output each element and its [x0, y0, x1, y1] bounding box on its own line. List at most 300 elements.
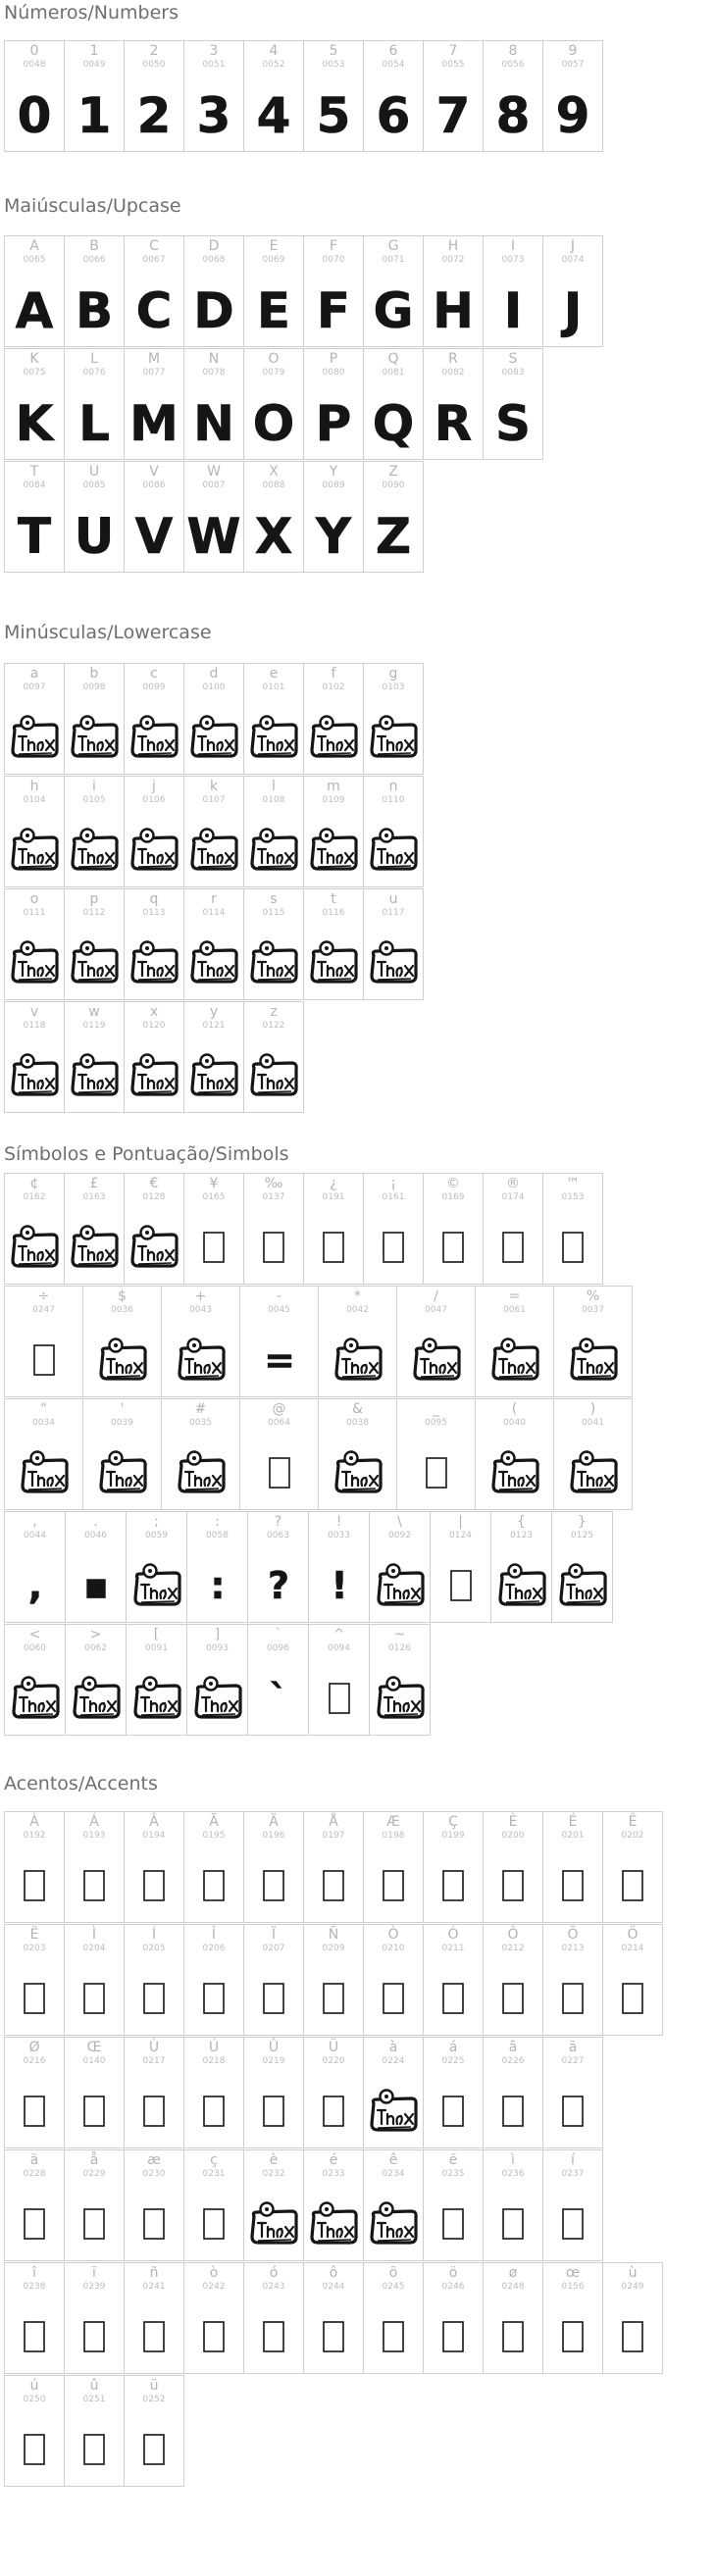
svg-text::: :: [209, 1564, 226, 1608]
glyph-cell: [4, 2037, 65, 2148]
glyph-character: ): [589, 1401, 596, 1417]
grunge-glyph: [309, 508, 358, 566]
glyph-code: 0192: [23, 1831, 46, 1841]
glyph-cell: [64, 1811, 125, 1923]
glyph-code: 0074: [561, 255, 585, 265]
glyph-character: Ä: [269, 1814, 279, 1830]
glyph-code: 0046: [84, 1531, 107, 1541]
glyph-character: m: [327, 779, 340, 794]
glyph-code: 0156: [561, 2282, 585, 2292]
glyph-character: [: [153, 1627, 160, 1642]
glyph-code: 0053: [322, 60, 345, 70]
thaex-logo-icon: [71, 1676, 122, 1721]
glyph-character: á: [448, 2040, 458, 2055]
glyph-cell: [239, 1286, 319, 1397]
glyph-cell: [303, 461, 364, 573]
glyph-code: 0218: [202, 2056, 226, 2066]
missing-glyph-box-icon: [32, 1343, 56, 1377]
missing-glyph-box-icon: [382, 1869, 405, 1902]
thaex-logo-icon: [496, 1563, 547, 1608]
glyph-code: 0036: [111, 1305, 133, 1315]
glyph-cell: [363, 776, 424, 887]
grunge-glyph: [429, 395, 478, 453]
glyph-cell: [64, 348, 125, 460]
glyph-code: 0238: [23, 2282, 46, 2292]
glyph-cell: [602, 1811, 663, 1923]
glyph-code: 0082: [441, 368, 465, 378]
glyph-character: 4: [269, 43, 279, 59]
glyph-cell: [126, 1511, 187, 1623]
glyph-cell: [243, 40, 304, 152]
glyph-code: 0213: [561, 1944, 585, 1953]
svg-text:D: D: [193, 282, 234, 340]
glyph-code: 0065: [23, 255, 46, 265]
section-heading: Minúsculas/Lowercase: [4, 622, 212, 643]
svg-text:1: 1: [77, 87, 112, 145]
glyph-character: x: [149, 1004, 159, 1020]
glyph-character: W: [207, 464, 221, 480]
glyph-character: Â: [149, 1814, 159, 1830]
missing-glyph-box-icon: [262, 2320, 285, 2353]
missing-glyph-box-icon: [202, 1982, 226, 2015]
glyph-character: ]: [214, 1627, 221, 1642]
thaex-logo-icon: [188, 828, 239, 873]
glyph-cell: [303, 1924, 364, 2036]
glyph-character: ù: [628, 2265, 638, 2281]
missing-glyph-box-icon: [501, 1231, 525, 1264]
glyph-cell: [423, 348, 484, 460]
glyph-code: 0063: [267, 1531, 289, 1541]
glyph-cell: [243, 1001, 304, 1113]
glyph-character: 9: [568, 43, 578, 59]
glyph-code: 0128: [142, 1192, 166, 1202]
glyph-character: p: [89, 891, 99, 907]
glyph-character: ,: [32, 1514, 37, 1530]
glyph-code: 0085: [82, 480, 106, 490]
glyph-character: ¥: [209, 1176, 219, 1191]
glyph-code: 0096: [267, 1643, 289, 1653]
glyph-cell: [396, 1286, 476, 1397]
punctuation-glyph: [322, 1561, 357, 1610]
glyph-character: E: [269, 238, 279, 254]
glyph-cell: [303, 776, 364, 887]
glyph-character: Ï: [271, 1927, 277, 1943]
glyph-code: 0219: [262, 2056, 285, 2066]
glyph-code: 0202: [621, 1831, 644, 1841]
grunge-glyph: [10, 87, 59, 145]
thaex-logo-icon: [368, 828, 419, 873]
punctuation-glyph: [261, 1674, 296, 1723]
glyph-character: È: [508, 1814, 518, 1830]
missing-glyph-box-icon: [202, 2320, 226, 2353]
svg-text:G: G: [373, 282, 414, 340]
glyph-cell: [186, 1511, 248, 1623]
glyph-code: 0200: [501, 1831, 525, 1841]
missing-glyph-box-icon: [561, 1231, 585, 1264]
grunge-glyph: [429, 282, 478, 340]
missing-glyph-box-icon: [23, 2433, 46, 2466]
glyph-character: ®: [506, 1176, 520, 1191]
glyph-character: D: [208, 238, 220, 254]
svg-text:E: E: [256, 282, 291, 340]
glyph-character: Ø: [28, 2040, 40, 2055]
grunge-glyph: [488, 282, 537, 340]
glyph-code: 0107: [202, 795, 226, 805]
glyph-character: R: [448, 351, 458, 367]
glyph-code: 0246: [441, 2282, 465, 2292]
glyph-cell: [124, 2149, 184, 2261]
glyph-code: 0086: [142, 480, 166, 490]
grunge-glyph: [129, 395, 179, 453]
glyph-code: 0109: [322, 795, 345, 805]
glyph-character: Ò: [387, 1927, 399, 1943]
glyph-character: ¡: [390, 1176, 396, 1191]
missing-glyph-box-icon: [382, 1231, 405, 1264]
svg-text:!: !: [330, 1564, 348, 1608]
glyph-code: 0231: [202, 2169, 226, 2179]
grunge-glyph: [189, 395, 238, 453]
glyph-code: 0211: [441, 1944, 465, 1953]
glyph-character: õ: [388, 2265, 398, 2281]
missing-glyph-box-icon: [82, 2320, 106, 2353]
glyph-code: 0199: [441, 1831, 465, 1841]
svg-text:3: 3: [196, 87, 231, 145]
glyph-cell: [183, 888, 244, 1000]
thaex-logo-icon: [308, 828, 359, 873]
glyph-character: :: [215, 1514, 220, 1530]
glyph-cell: [363, 2149, 424, 2261]
missing-glyph-box-icon: [441, 2207, 465, 2241]
glyph-code: 0174: [501, 1192, 525, 1202]
glyph-code: 0058: [206, 1531, 229, 1541]
glyph-character: A: [29, 238, 39, 254]
glyph-code: 0117: [382, 908, 405, 918]
thaex-logo-icon: [568, 1338, 619, 1383]
glyph-character: €: [149, 1176, 159, 1191]
glyph-code: 0204: [82, 1944, 106, 1953]
glyph-cell: [64, 888, 125, 1000]
glyph-cell: [423, 40, 484, 152]
glyph-cell: [396, 1398, 476, 1510]
glyph-character: J: [570, 238, 576, 254]
svg-text:8: 8: [495, 87, 531, 145]
glyph-character: /: [434, 1288, 438, 1304]
grunge-glyph: [369, 87, 418, 145]
thaex-logo-icon: [188, 715, 239, 760]
glyph-cell: [82, 1398, 162, 1510]
glyph-character: -: [276, 1288, 282, 1304]
glyph-character: +: [194, 1288, 207, 1304]
glyph-character: h: [29, 779, 39, 794]
thaex-logo-icon: [9, 940, 60, 985]
glyph-character: ï: [92, 2265, 96, 2281]
glyph-character: N: [208, 351, 220, 367]
glyph-code: 0124: [449, 1531, 472, 1541]
thaex-logo-icon: [248, 715, 299, 760]
glyph-code: 0047: [425, 1305, 447, 1315]
glyph-code: 0198: [382, 1831, 405, 1841]
glyph-cell: [483, 1924, 543, 2036]
svg-text:9: 9: [555, 87, 590, 145]
glyph-cell: [4, 235, 65, 347]
grunge-glyph: [129, 282, 179, 340]
glyph-code: 0236: [501, 2169, 525, 2179]
glyph-character: Ó: [447, 1927, 459, 1943]
glyph-cell: [483, 1811, 543, 1923]
glyph-character: y: [209, 1004, 219, 1020]
glyph-code: 0057: [561, 60, 585, 70]
punctuation-glyph: [261, 1561, 296, 1610]
missing-glyph-box-icon: [262, 2095, 285, 2128]
thaex-logo-icon: [128, 940, 179, 985]
grunge-glyph: [548, 87, 597, 145]
glyph-character: F: [329, 238, 338, 254]
missing-glyph-box-icon: [382, 1982, 405, 2015]
glyph-cell: [423, 2262, 484, 2374]
glyph-cell: [4, 1286, 83, 1397]
glyph-cell: [65, 1511, 127, 1623]
section-heading: Maiúsculas/Upcase: [4, 195, 181, 217]
glyph-code: 0064: [268, 1418, 290, 1428]
grunge-glyph: [70, 395, 119, 453]
thaex-logo-icon: [97, 1450, 148, 1495]
glyph-cell: [183, 663, 244, 775]
glyph-code: 0052: [262, 60, 285, 70]
glyph-character: é: [329, 2152, 338, 2168]
missing-glyph-box-icon: [322, 2095, 345, 2128]
glyph-code: 0050: [142, 60, 166, 70]
glyph-cell: [308, 1511, 370, 1623]
punctuation-glyph: [262, 1336, 297, 1385]
glyph-character: \: [397, 1514, 402, 1530]
glyph-code: 0243: [262, 2282, 285, 2292]
svg-text:I: I: [503, 282, 523, 340]
glyph-code: 0210: [382, 1944, 405, 1953]
missing-glyph-box-icon: [262, 1869, 285, 1902]
glyph-code: 0095: [425, 1418, 447, 1428]
glyph-character: ú: [29, 2378, 39, 2394]
svg-text:2: 2: [136, 87, 172, 145]
thaex-logo-icon: [375, 1676, 426, 1721]
section-heading: Números/Numbers: [4, 2, 179, 24]
thaex-logo-icon: [69, 828, 120, 873]
glyph-cell: [183, 40, 244, 152]
glyph-character: Z: [388, 464, 398, 480]
glyph-character: |: [458, 1514, 463, 1530]
glyph-cell: [124, 2262, 184, 2374]
section-heading: Símbolos e Pontuação/Simbols: [4, 1143, 289, 1165]
thaex-logo-icon: [248, 828, 299, 873]
glyph-character: Ã: [209, 1814, 219, 1830]
glyph-code: 0084: [23, 480, 46, 490]
grunge-glyph: [429, 87, 478, 145]
glyph-cell: [243, 663, 304, 775]
glyph-character: Œ: [86, 2040, 102, 2055]
glyph-code: 0126: [388, 1643, 411, 1653]
glyph-character: =: [508, 1288, 521, 1304]
missing-glyph-box-icon: [202, 2095, 226, 2128]
glyph-character: t: [331, 891, 336, 907]
missing-glyph-box-icon: [501, 2095, 525, 2128]
glyph-code: 0071: [382, 255, 405, 265]
grunge-glyph: [129, 508, 179, 566]
glyph-character: Ñ: [328, 1927, 339, 1943]
glyph-character: @: [272, 1401, 286, 1417]
svg-text:K: K: [15, 395, 54, 453]
glyph-code: 0251: [82, 2395, 106, 2404]
glyph-cell: [303, 2262, 364, 2374]
punctuation-glyph: [18, 1561, 53, 1610]
glyph-character: ?: [274, 1514, 282, 1530]
glyph-code: 0056: [501, 60, 525, 70]
glyph-cell: [318, 1398, 397, 1510]
missing-glyph-box-icon: [82, 2095, 106, 2128]
glyph-character: è: [269, 2152, 279, 2168]
glyph-character: q: [149, 891, 159, 907]
glyph-character: }: [578, 1514, 587, 1530]
grunge-glyph: [10, 508, 59, 566]
glyph-code: 0101: [262, 682, 285, 692]
glyph-character: d: [209, 666, 219, 682]
svg-text:C: C: [135, 282, 173, 340]
glyph-cell: [303, 2149, 364, 2261]
glyph-code: 0121: [202, 1021, 226, 1031]
glyph-cell: [423, 235, 484, 347]
thaex-logo-icon: [368, 715, 419, 760]
glyph-cell: [126, 1624, 187, 1736]
missing-glyph-box-icon: [202, 1869, 226, 1902]
glyph-code: 0069: [262, 255, 285, 265]
svg-text:R: R: [434, 395, 473, 453]
glyph-code: 0193: [82, 1831, 106, 1841]
glyph-code: 0110: [382, 795, 405, 805]
glyph-character: æ: [147, 2152, 161, 2168]
glyph-code: 0103: [382, 682, 405, 692]
glyph-cell: [4, 1398, 83, 1510]
glyph-code: 0112: [82, 908, 106, 918]
glyph-cell: [423, 2037, 484, 2148]
grunge-glyph: [186, 508, 241, 566]
glyph-code: 0163: [82, 1192, 106, 1202]
missing-glyph-box-icon: [449, 1569, 473, 1602]
glyph-character: Ê: [628, 1814, 638, 1830]
missing-glyph-box-icon: [501, 1982, 525, 2015]
glyph-character: K: [29, 351, 39, 367]
glyph-code: 0075: [23, 368, 46, 378]
glyph-code: 0083: [501, 368, 525, 378]
grunge-glyph: [249, 87, 298, 145]
glyph-cell: [363, 663, 424, 775]
glyph-character: Ù: [148, 2040, 160, 2055]
glyph-character: e: [269, 666, 279, 682]
glyph-cell: [183, 2262, 244, 2374]
thaex-logo-icon: [368, 2089, 419, 2134]
glyph-code: 0041: [582, 1418, 604, 1428]
svg-text:M: M: [129, 395, 179, 453]
missing-glyph-box-icon: [23, 2320, 46, 2353]
glyph-code: 0252: [142, 2395, 166, 2404]
glyph-cell: [124, 235, 184, 347]
glyph-code: 0098: [82, 682, 106, 692]
glyph-character: <: [28, 1627, 41, 1642]
glyph-code: 0242: [202, 2282, 226, 2292]
glyph-code: 0090: [382, 480, 405, 490]
glyph-character: É: [568, 1814, 578, 1830]
glyph-character: P: [329, 351, 338, 367]
glyph-code: 0080: [322, 368, 345, 378]
glyph-cell: [423, 1173, 484, 1285]
svg-text:Q: Q: [372, 395, 415, 453]
missing-glyph-box-icon: [322, 1982, 345, 2015]
missing-glyph-box-icon: [322, 1231, 345, 1264]
glyph-code: 0055: [441, 60, 465, 70]
glyph-character: f: [331, 666, 336, 682]
glyph-code: 0097: [23, 682, 46, 692]
thaex-logo-icon: [188, 1053, 239, 1098]
glyph-character: î: [32, 2265, 36, 2281]
thaex-logo-icon: [332, 1338, 384, 1383]
glyph-cell: [363, 40, 424, 152]
svg-text:U: U: [74, 508, 115, 566]
svg-text:O: O: [252, 395, 295, 453]
glyph-character: v: [29, 1004, 39, 1020]
glyph-code: 0060: [24, 1643, 46, 1653]
svg-text:X: X: [254, 508, 293, 566]
glyph-cell: [363, 461, 424, 573]
glyph-code: 0119: [82, 1021, 106, 1031]
glyph-code: 0073: [501, 255, 525, 265]
glyph-character: Ì: [91, 1927, 97, 1943]
glyph-code: 0048: [23, 60, 46, 70]
glyph-cell: [423, 2149, 484, 2261]
missing-glyph-box-icon: [142, 2433, 166, 2466]
glyph-character: ": [40, 1401, 47, 1417]
glyph-character: ¢: [29, 1176, 39, 1191]
glyph-cell: [64, 40, 125, 152]
missing-glyph-box-icon: [142, 1982, 166, 2015]
glyph-cell: [483, 2037, 543, 2148]
glyph-character: Î: [211, 1927, 217, 1943]
grunge-glyph: [369, 508, 418, 566]
glyph-cell: [542, 235, 603, 347]
glyph-character: ^: [332, 1627, 345, 1642]
glyph-character: (: [511, 1401, 518, 1417]
glyph-character: H: [447, 238, 459, 254]
glyph-character: ç: [210, 2152, 218, 2168]
glyph-character: >: [89, 1627, 102, 1642]
glyph-cell: [4, 2262, 65, 2374]
glyph-code: 0140: [82, 2056, 106, 2066]
missing-glyph-box-icon: [82, 1869, 106, 1902]
glyph-code: 0233: [322, 2169, 345, 2179]
glyph-character: Y: [329, 464, 338, 480]
thaex-logo-icon: [128, 1225, 179, 1270]
glyph-cell: [483, 2149, 543, 2261]
missing-glyph-box-icon: [268, 1456, 291, 1490]
glyph-cell: [64, 1001, 125, 1113]
missing-glyph-box-icon: [82, 2207, 106, 2241]
missing-glyph-box-icon: [142, 2095, 166, 2128]
glyph-character: k: [209, 779, 219, 794]
glyph-cell: [308, 1624, 370, 1736]
glyph-code: 0125: [571, 1531, 593, 1541]
missing-glyph-box-icon: [382, 2320, 405, 2353]
glyph-code: 0245: [382, 2282, 405, 2292]
glyph-cell: [183, 235, 244, 347]
missing-glyph-box-icon: [501, 2320, 525, 2353]
glyph-cell: [161, 1398, 240, 1510]
glyph-character: V: [149, 464, 159, 480]
